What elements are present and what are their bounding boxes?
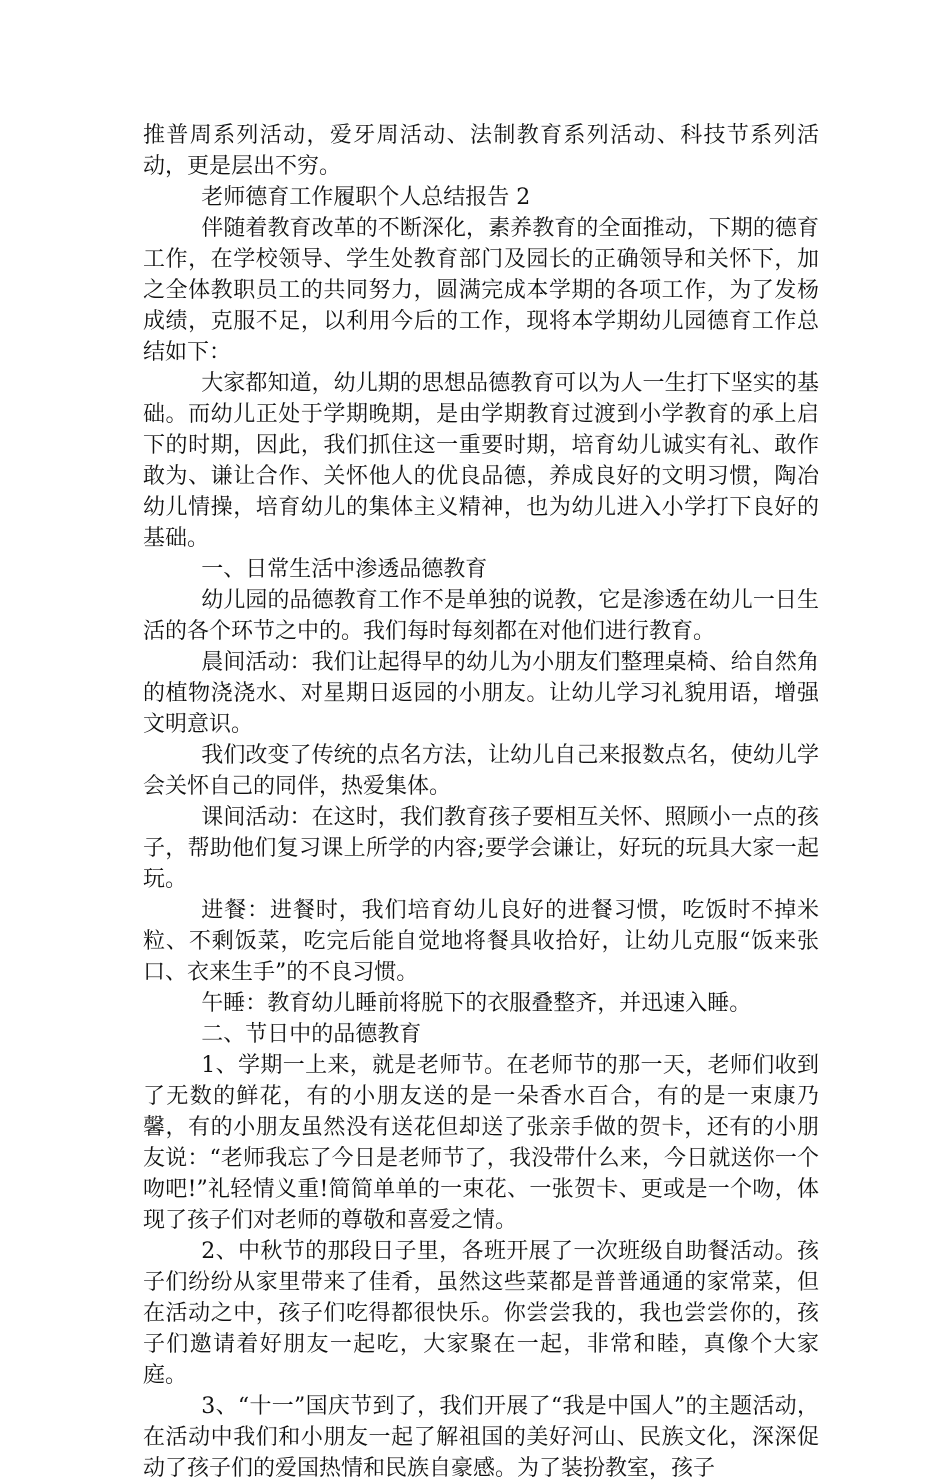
body-paragraph: 晨间活动：我们让起得早的幼儿为小朋友们整理桌椅、给自然角的植物浇浇水、对星期日返园的小朋友。让幼儿学习礼貌用语，增强文明意识。 bbox=[143, 650, 819, 737]
body-paragraph: 午睡：教育幼儿睡前将脱下的衣服叠整齐，并迅速入睡。 bbox=[201, 991, 752, 1016]
body-paragraph: 2、中秋节的那段日子里，各班开展了一次班级自助餐活动。孩子们纷纷从家里带来了佳肴，虽然这些菜都是普普通通的家常菜，但在活动之中，孩子们吃得都很快乐。你尝尝我的，我也尝尝你的，孩子们邀请着好朋友一起吃，大家聚在一起，非常和睦，真像个大家庭。 bbox=[143, 1239, 819, 1388]
body-paragraph: 伴随着教育改革的不断深化，素养教育的全面推动，下期的德育工作，在学校领导、学生处教育部门及园长的正确领导和关怀下，加之全体教职员工的共同努力，圆满完成本学期的各项工作，为了发杨成绩，克服不足，以利用今后的工作，现将本学期幼儿园德育工作总结如下： bbox=[143, 216, 819, 365]
document-body bbox=[143, 120, 819, 1484]
section-heading: 一、日常生活中渗透品德教育 bbox=[201, 557, 488, 582]
body-paragraph: 课间活动：在这时，我们教育孩子要相互关怀、照顾小一点的孩子，帮助他们复习课上所学的内容;要学会谦让，好玩的玩具大家一起玩。 bbox=[143, 805, 819, 892]
section-title: 老师德育工作履职个人总结报告 2 bbox=[201, 185, 531, 210]
body-paragraph: 我们改变了传统的点名方法，让幼儿自己来报数点名，使幼儿学会关怀自己的同伴，热爱集体。 bbox=[143, 743, 819, 799]
body-paragraph: 进餐：进餐时，我们培育幼儿良好的进餐习惯，吃饭时不掉米粒、不剩饭菜，吃完后能自觉地将餐具收拾好，让幼儿克服“饭来张口、衣来生手”的不良习惯。 bbox=[143, 898, 819, 985]
body-paragraph: 推普周系列活动，爱牙周活动、法制教育系列活动、科技节系列活动，更是层出不穷。 bbox=[143, 123, 819, 179]
section-heading: 二、节日中的品德教育 bbox=[201, 1022, 422, 1047]
body-paragraph: 幼儿园的品德教育工作不是单独的说教，它是渗透在幼儿一日生活的各个环节之中的。我们每时每刻都在对他们进行教育。 bbox=[143, 588, 819, 644]
body-paragraph: 大家都知道，幼儿期的思想品德教育可以为人一生打下坚实的基础。而幼儿正处于学期晚期，是由学期教育过渡到小学教育的承上启下的时期，因此，我们抓住这一重要时期，培育幼儿诚实有礼、敢作敢为、谦让合作、关怀他人的优良品德，养成良好的文明习惯，陶冶幼儿情操，培育幼儿的集体主义精神，也为幼儿进入小学打下良好的基础。 bbox=[143, 371, 819, 551]
body-paragraph: 3、“十一”国庆节到了，我们开展了“我是中国人”的主题活动，在活动中我们和小朋友一起了解祖国的美好河山、民族文化，深深促动了孩子们的爱国热情和民族自豪感。为了装扮教室，孩子 bbox=[143, 1394, 819, 1481]
body-paragraph: 1、学期一上来，就是老师节。在老师节的那一天，老师们收到了无数的鲜花，有的小朋友送的是一朵香水百合，有的是一束康乃馨，有的小朋友虽然没有送花但却送了张亲手做的贺卡，还有的小朋友说：“老师我忘了今日是老师节了，我没带什么来，今日就送你一个吻吧!”礼轻情义重!简简单单的一束花、一张贺卡、更或是一个吻，体现了孩子们对老师的尊敬和喜爱之情。 bbox=[143, 1053, 819, 1233]
